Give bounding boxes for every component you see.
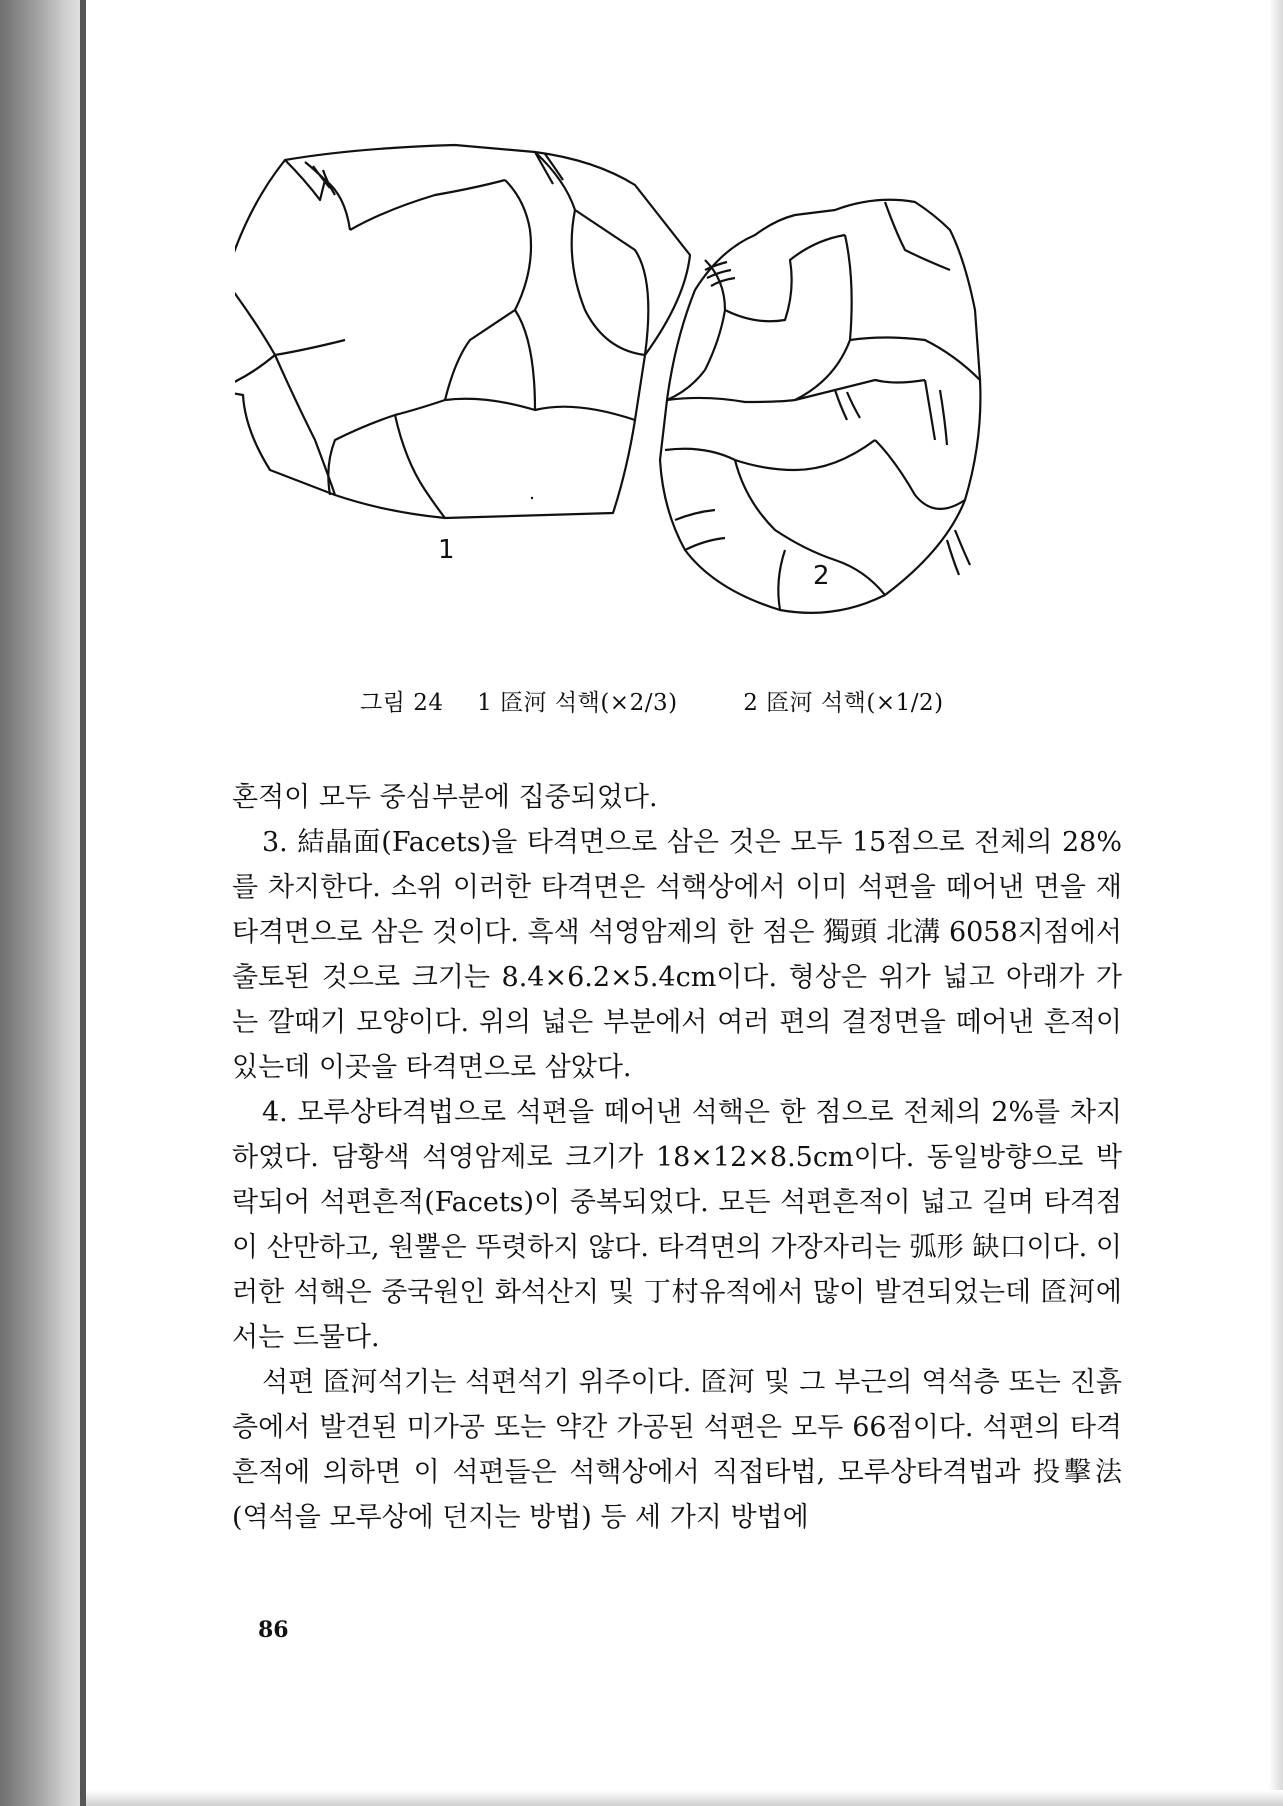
paragraph-2: 3. 結晶面(Facets)을 타격면으로 삼은 것은 모두 15점으로 전체의 28%를 차지한다. 소위 이러한 타격면은 석핵상에서 이미 석편을 떼어낸 면을 재타격면으로 삼은 것이다. 흑색 석영암제의 한 점은 獨頭 北溝 6058지점에서 출토된 것으로 크기는 8.4×6.2×5.4cm이다. 형상은 위가 넓고 아래가 가는 깔때기 모양이다. 위의 넓은 부분에서 여러 편의 결정면을 떼어낸 흔적이 있는데 이곳을 타격면으로 삼았다. <box>232 827 1122 1083</box>
page-number: 86 <box>258 1617 289 1643</box>
figure-stone-cores <box>235 140 1135 700</box>
figure-label-1: 1 <box>438 535 455 565</box>
book-binding-line <box>80 0 86 1806</box>
page-shadow-bottom <box>86 1790 1283 1806</box>
stone-core-2-drawing <box>660 200 980 613</box>
paragraph-1: 혼적이 모두 중심부분에 집중되었다. <box>232 782 658 813</box>
paragraph-3: 4. 모루상타격법으로 석편을 떼어낸 석핵은 한 점으로 전체의 2%를 차지하였다. 담황색 석영암제로 크기가 18×12×8.5cm이다. 동일방향으로 박락되어 석편흔적(Facets)이 중복되었다. 모든 석편흔적이 넓고 길며 타격점이 산만하고, 원뿔은 뚜렷하지 않다. 타격면의 가장자리는 弧形 缺口이다. 이러한 석핵은 중국원인 화석산지 및 丁村유적에서 많이 발견되었는데 匼河에서는 드물다. <box>232 1097 1122 1353</box>
stone-core-1-drawing <box>235 145 690 518</box>
body-text <box>232 775 1122 1540</box>
stone-core-drawings <box>235 140 1135 700</box>
paragraph-4: 석편 匼河석기는 석편석기 위주이다. 匼河 및 그 부근의 역석층 또는 진흙층에서 발견된 미가공 또는 약간 가공된 석편은 모두 66점이다. 석편의 타격흔적에 의하면 이 석편들은 석핵상에서 직접타법, 모루상타격법과 投擊法(역석을 모루상에 던지는 방법) 등 세 가지 방법에 <box>232 1367 1122 1533</box>
caption-item-2: 2 匼河 석핵(×1/2) <box>743 690 944 716</box>
stray-dot <box>531 497 533 499</box>
figure-caption <box>360 684 1060 717</box>
page-shadow-right <box>1269 0 1283 1806</box>
book-page-edge <box>0 0 86 1806</box>
figure-label-2: 2 <box>813 561 830 591</box>
caption-figure-number: 그림 24 <box>360 690 444 716</box>
caption-item-1: 1 匼河 석핵(×2/3) <box>477 690 678 716</box>
